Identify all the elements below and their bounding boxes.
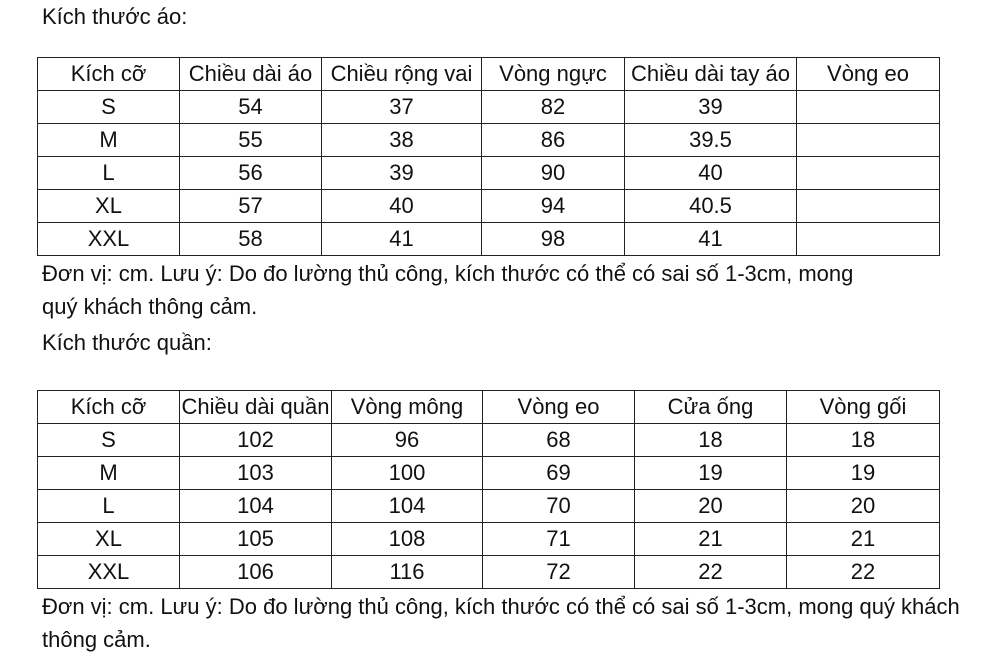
measurement-cell: 108: [332, 523, 483, 556]
pants-size-heading: Kích thước quần:: [42, 330, 212, 355]
measurement-cell: 21: [635, 523, 787, 556]
measurement-cell: [797, 223, 940, 256]
measurement-cell: 20: [635, 490, 787, 523]
table-row: [38, 556, 940, 589]
measurement-cell: 20: [787, 490, 940, 523]
size-label-cell: XL: [38, 523, 180, 556]
measurement-cell: 55: [180, 124, 322, 157]
table-row: [38, 223, 940, 256]
table-row: [38, 190, 940, 223]
measurement-cell: 38: [322, 124, 482, 157]
measurement-cell: 105: [180, 523, 332, 556]
measurement-cell: 22: [787, 556, 940, 589]
column-header: Cửa ống: [635, 391, 787, 424]
column-header: Vòng eo: [483, 391, 635, 424]
measurement-cell: 41: [322, 223, 482, 256]
measurement-cell: 56: [180, 157, 322, 190]
measurement-cell: 39: [625, 91, 797, 124]
measurement-cell: 57: [180, 190, 322, 223]
column-header: Chiều rộng vai: [322, 58, 482, 91]
measurement-cell: 72: [483, 556, 635, 589]
table-header-row: [38, 58, 940, 91]
measurement-cell: 41: [625, 223, 797, 256]
column-header: Chiều dài quần: [180, 391, 332, 424]
column-header: Chiều dài áo: [180, 58, 322, 91]
pants-note: [42, 590, 960, 656]
measurement-cell: [797, 157, 940, 190]
measurement-cell: 39: [322, 157, 482, 190]
measurement-cell: 68: [483, 424, 635, 457]
measurement-cell: [797, 124, 940, 157]
shirt-size-heading: Kích thước áo:: [42, 4, 188, 29]
measurement-cell: 86: [482, 124, 625, 157]
column-header: Vòng mông: [332, 391, 483, 424]
measurement-cell: 40: [625, 157, 797, 190]
measurement-cell: 18: [635, 424, 787, 457]
size-label-cell: L: [38, 490, 180, 523]
column-header: Kích cỡ: [38, 391, 180, 424]
measurement-cell: 37: [322, 91, 482, 124]
measurement-cell: 104: [332, 490, 483, 523]
table-row: [38, 157, 940, 190]
column-header: Chiều dài tay áo: [625, 58, 797, 91]
measurement-cell: 19: [635, 457, 787, 490]
measurement-cell: 22: [635, 556, 787, 589]
measurement-cell: 103: [180, 457, 332, 490]
measurement-cell: 18: [787, 424, 940, 457]
column-header: Vòng eo: [797, 58, 940, 91]
measurement-cell: 96: [332, 424, 483, 457]
size-label-cell: S: [38, 91, 180, 124]
table-row: [38, 523, 940, 556]
measurement-cell: 98: [482, 223, 625, 256]
column-header: Vòng gối: [787, 391, 940, 424]
table-row: [38, 457, 940, 490]
measurement-cell: 106: [180, 556, 332, 589]
size-label-cell: XL: [38, 190, 180, 223]
size-label-cell: XXL: [38, 223, 180, 256]
size-label-cell: M: [38, 457, 180, 490]
column-header: Vòng ngực: [482, 58, 625, 91]
measurement-cell: 104: [180, 490, 332, 523]
measurement-cell: 94: [482, 190, 625, 223]
measurement-cell: 58: [180, 223, 322, 256]
table-row: [38, 91, 940, 124]
measurement-cell: 70: [483, 490, 635, 523]
measurement-cell: [797, 91, 940, 124]
size-label-cell: M: [38, 124, 180, 157]
size-label-cell: S: [38, 424, 180, 457]
measurement-cell: 19: [787, 457, 940, 490]
size-label-cell: L: [38, 157, 180, 190]
pants-note-line-1: Đơn vị: cm. Lưu ý: Do đo lường thủ công, kích thước có thể có sai số 1-3cm, mong quý khách: [42, 594, 960, 619]
measurement-cell: 82: [482, 91, 625, 124]
measurement-cell: 100: [332, 457, 483, 490]
measurement-cell: 40.5: [625, 190, 797, 223]
table-row: [38, 124, 940, 157]
column-header: Kích cỡ: [38, 58, 180, 91]
table-header-row: [38, 391, 940, 424]
pants-note-line-2: thông cảm.: [42, 627, 151, 652]
measurement-cell: 116: [332, 556, 483, 589]
measurement-cell: 40: [322, 190, 482, 223]
measurement-cell: 71: [483, 523, 635, 556]
measurement-cell: 102: [180, 424, 332, 457]
measurement-cell: 39.5: [625, 124, 797, 157]
size-label-cell: XXL: [38, 556, 180, 589]
table-row: [38, 424, 940, 457]
measurement-cell: 21: [787, 523, 940, 556]
measurement-cell: 90: [482, 157, 625, 190]
shirt-size-table: [37, 57, 940, 256]
shirt-note-line-2: quý khách thông cảm.: [42, 294, 258, 319]
measurement-cell: [797, 190, 940, 223]
pants-size-table: [37, 390, 940, 589]
table-row: [38, 490, 940, 523]
shirt-note-line-1: Đơn vị: cm. Lưu ý: Do đo lường thủ công, kích thước có thể có sai số 1-3cm, mong: [42, 261, 854, 286]
shirt-note: [42, 257, 853, 323]
measurement-cell: 69: [483, 457, 635, 490]
measurement-cell: 54: [180, 91, 322, 124]
